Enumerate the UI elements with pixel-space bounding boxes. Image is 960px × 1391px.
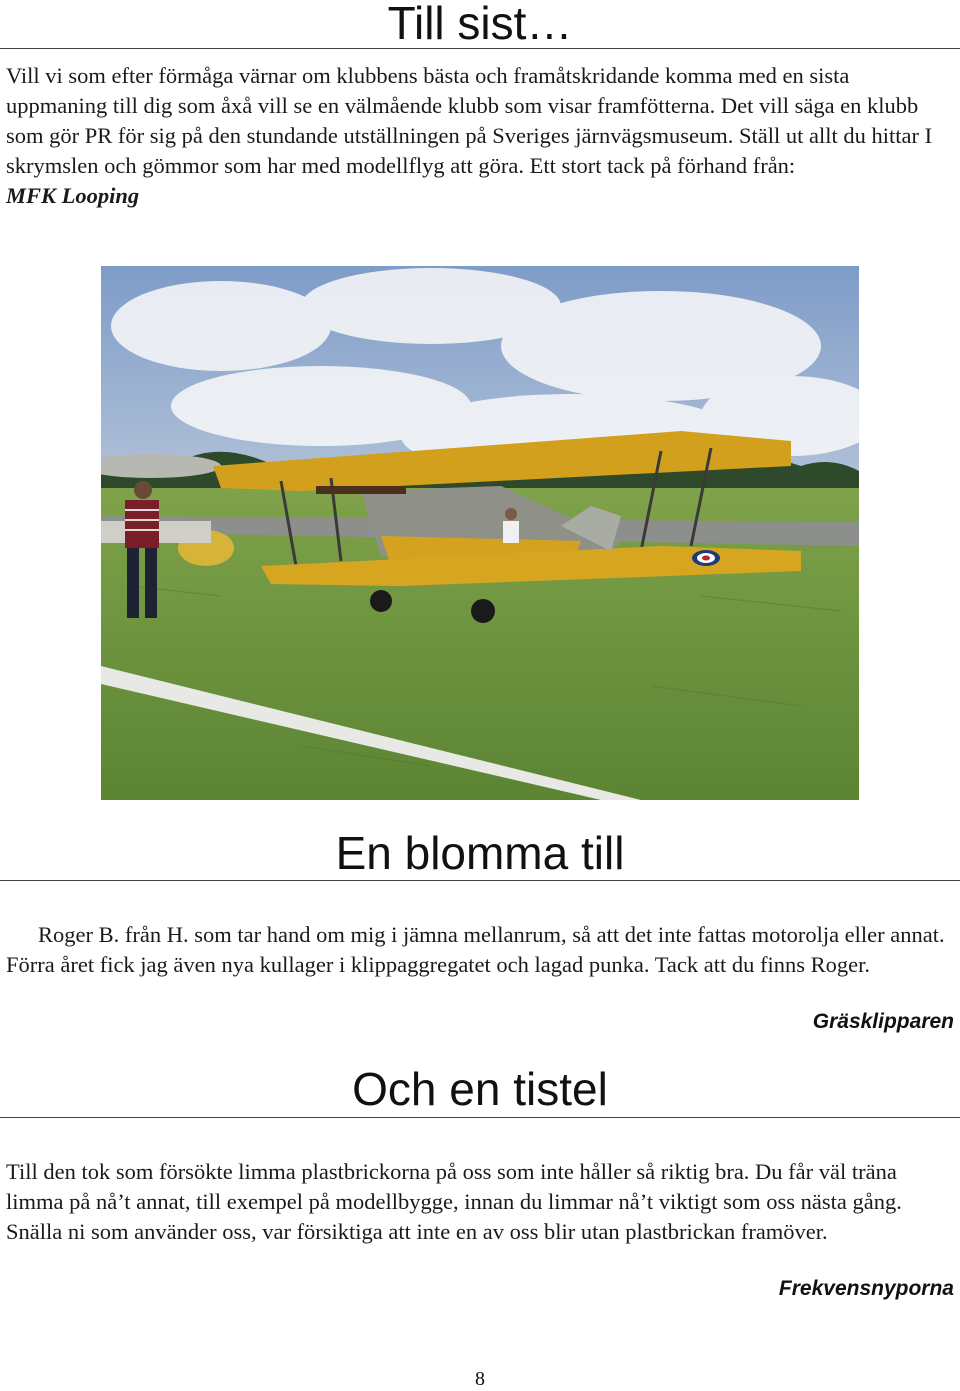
signature-frekvensnyporna: Frekvensnyporna [778,1277,954,1300]
signature-grasklipparen: Gräsklipparen [812,1010,954,1033]
blomma-paragraph: Roger B. från H. som tar hand om mig i jämna mellanrum, så att det inte fattas motorolja eller annat. Förra året fick jag även nya kullager i klippaggregatet och lagad punka. Tack att du finns Roger. [6,922,945,977]
signature-mfk-looping: MFK Looping [6,183,140,208]
divider [0,48,960,49]
heading-och-en-tistel: Och en tistel [352,1063,608,1115]
heading-till-sist: Till sist… [387,0,573,49]
heading-en-blomma-till: En blomma till [335,827,625,879]
intro-text: Vill vi som efter förmåga värnar om klubbens bästa och framåtskridande komma med en sista uppmaning till dig som åxå vill se en välmående klubb som visar framfötterna. Det vill säga en klubb som gör PR för sig på den stundande utställningen på Sveriges järnvägsmuseum. Ställ ut allt du hittar I skrymslen och gömmor som har med modellflyg att göra. Ett stort tack på förhand från: [6,63,933,178]
biplane-photo [101,266,859,800]
tistel-paragraph: Till den tok som försökte limma plastbrickorna på oss som inte håller så riktig bra. Du får väl träna limma på nå’t annat, till exempel på modellbygge, innan du limmar nå’t viktigt som oss nästa gång. Snälla ni som använder oss, var försiktiga att inte en av oss blir utan plastbrickan framöver. [6,1159,902,1244]
divider [0,1117,960,1118]
intro-paragraph [6,61,956,211]
divider [0,880,960,881]
page-number: 8 [475,1368,485,1390]
